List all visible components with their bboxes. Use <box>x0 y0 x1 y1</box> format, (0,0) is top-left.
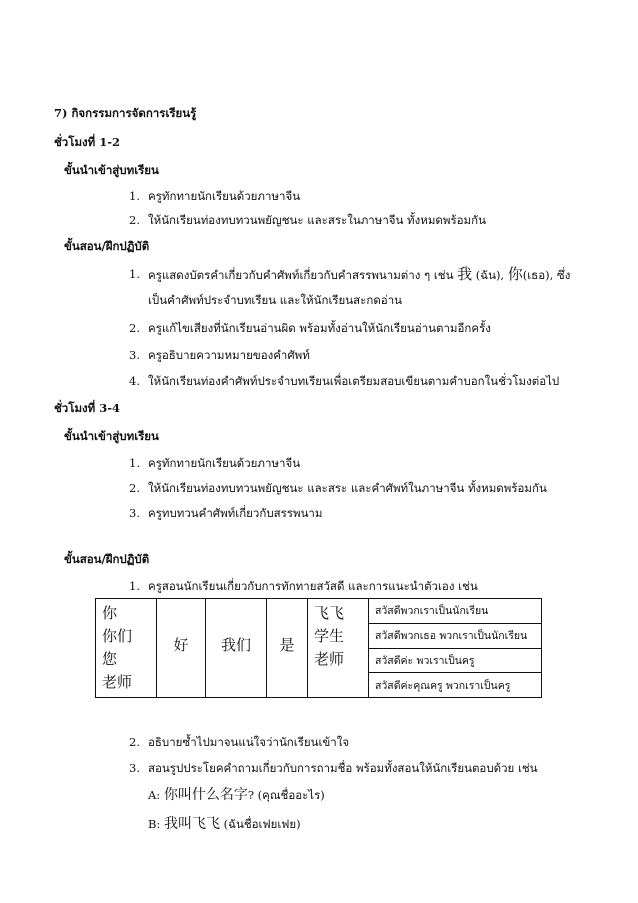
noun-column <box>308 599 369 698</box>
list-text: ให้นักเรียนท่องทบทวนพยัญชนะ และสระในภาษาจีน ทั้งหมดพร้อมกัน <box>148 213 486 227</box>
speaker-label: B: <box>148 817 164 831</box>
list-text: ครูแก้ไขเสียงที่นักเรียนอ่านผิด พร้อมทั้งอ่านให้นักเรียนอ่านตามอีกครั้ง <box>148 321 491 335</box>
list-text-continued: เป็นคำศัพท์ประจำบทเรียน และให้นักเรียนสะกดอ่าน <box>148 293 403 307</box>
translation-cell: สวัสดีพวกเธอ พวกเราเป็นนักเรียน <box>369 623 542 648</box>
period-1-intro-title: ขั้นนำเข้าสู่บทเรียน <box>64 163 159 177</box>
dialogue-line-b <box>148 817 301 831</box>
greeting-column: 好 <box>157 599 206 698</box>
list-text: สอนรูปประโยคคำถามเกี่ยวกับการถามชื่อ พร้อมทั้งสอนให้นักเรียนตอบด้วย เช่น <box>148 761 538 775</box>
subject-column: 我们 <box>206 599 267 698</box>
translation-cell: สวัสดีค่ะ พวเราเป็นครู <box>369 648 542 673</box>
list-number: 1. <box>129 189 140 203</box>
period-2-teach-title: ขั้นสอน/ฝึกปฏิบัติ <box>64 552 150 566</box>
list-number: 4. <box>129 374 140 388</box>
period-2-title: ชั่วโมงที่ 3-4 <box>54 401 120 415</box>
pronoun-column <box>96 599 157 698</box>
period-1-title: ชั่วโมงที่ 1-2 <box>54 135 120 149</box>
list-text: ครูทบทวนคำศัพท์เกี่ยวกับสรรพนาม <box>148 506 323 520</box>
chinese-word: 你 <box>507 265 523 283</box>
pronoun-word: 你们 <box>102 627 133 645</box>
noun-word: 老师 <box>314 650 345 668</box>
vocabulary-table <box>95 598 542 698</box>
period-1-teach-title: ขั้นสอน/ฝึกปฏิบัติ <box>64 239 150 253</box>
list-text: ให้นักเรียนท่องทบทวนพยัญชนะ และสระ และคำศัพท์ในภาษาจีน ทั้งหมดพร้อมกัน <box>148 481 547 495</box>
text-part: ครูแสดงบัตรคำเกี่ยวกับคำศัพท์เกี่ยวกับคำสรรพนามต่าง ๆ เช่น <box>148 268 458 282</box>
list-text: ให้นักเรียนท่องคำศัพท์ประจำบทเรียนเพื่อเตรียมสอบเขียนตามคำบอกในชั่วโมงต่อไป <box>148 374 560 388</box>
list-number: 1. <box>129 456 140 470</box>
list-number: 1. <box>129 579 140 593</box>
list-text: ครูทักทายนักเรียนด้วยภาษาจีน <box>148 456 301 470</box>
thai-translation: ? (คุณชื่ออะไร) <box>247 788 325 802</box>
chinese-word: 我 <box>457 265 473 283</box>
thai-translation: (ฉันชื่อเฟยเฟย) <box>219 817 301 831</box>
list-number: 1. <box>129 267 140 281</box>
list-number: 2. <box>129 321 140 335</box>
pronoun-word: 你 <box>102 604 118 622</box>
pronoun-word: 您 <box>102 650 118 668</box>
dialogue-line-a <box>148 788 325 802</box>
verb-column: 是 <box>267 599 308 698</box>
list-number: 2. <box>129 735 140 749</box>
list-number: 3. <box>129 761 140 775</box>
list-text <box>148 267 570 282</box>
translation-cell: สวัสดีพวกเราเป็นนักเรียน <box>369 599 542 624</box>
list-text: อธิบายซ้ำไปมาจนแน่ใจว่านักเรียนเข้าใจ <box>148 735 350 749</box>
noun-word: 飞飞 <box>314 604 345 622</box>
list-number: 3. <box>129 506 140 520</box>
chinese-sentence: 我叫飞飞 <box>163 816 220 832</box>
chinese-sentence: 你叫什么名字 <box>163 787 248 803</box>
list-text: ครูทักทายนักเรียนด้วยภาษาจีน <box>148 189 301 203</box>
list-number: 3. <box>129 348 140 362</box>
section-heading: 7) กิจกรรมการจัดการเรียนรู้ <box>54 106 197 120</box>
text-part: (ฉัน), <box>472 268 508 282</box>
text-part: (เธอ), ซึ่ง <box>522 268 571 282</box>
list-text: ครูอธิบายความหมายของคำศัพท์ <box>148 348 310 362</box>
speaker-label: A: <box>148 788 164 802</box>
translation-cell: สวัสดีค่ะคุณครู พวกเราเป็นครู <box>369 673 542 698</box>
list-number: 2. <box>129 481 140 495</box>
period-2-intro-title: ขั้นนำเข้าสู่บทเรียน <box>64 429 159 443</box>
noun-word: 学生 <box>314 627 345 645</box>
pronoun-word: 老师 <box>102 673 133 691</box>
list-number: 2. <box>129 213 140 227</box>
list-text: ครูสอนนักเรียนเกี่ยวกับการทักทายสวัสดี และการแนะนำตัวเอง เช่น <box>148 579 478 593</box>
